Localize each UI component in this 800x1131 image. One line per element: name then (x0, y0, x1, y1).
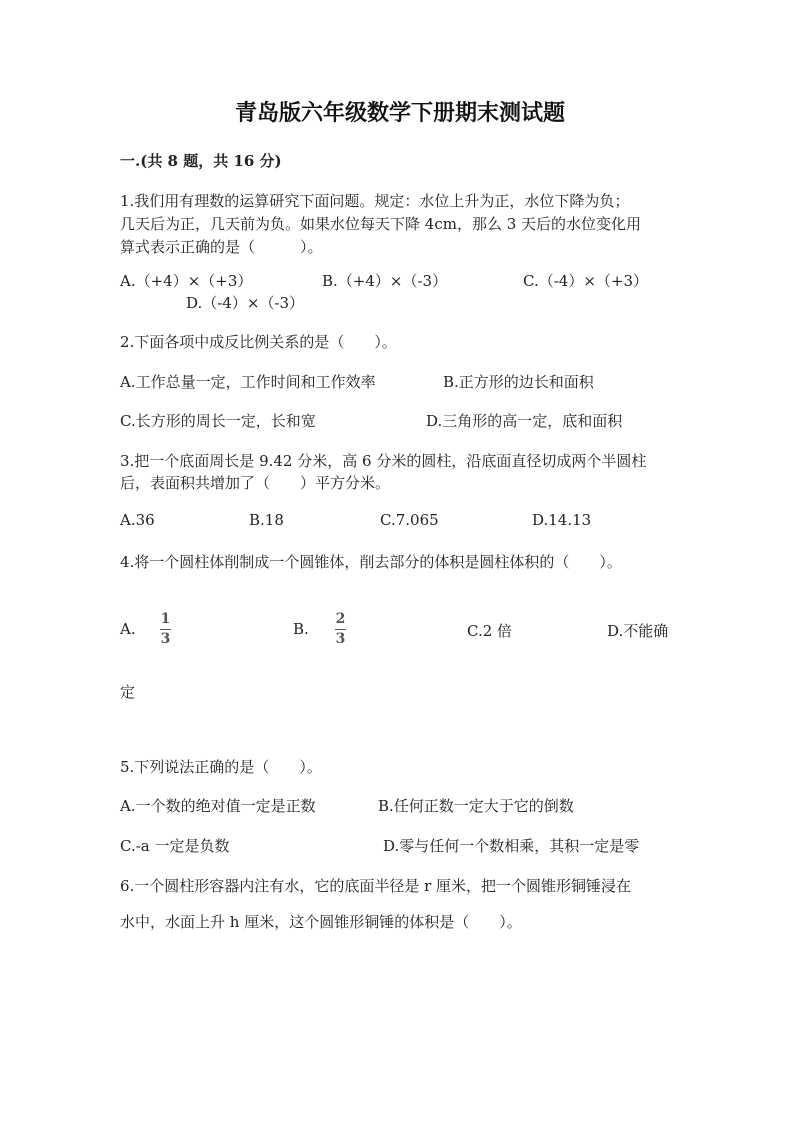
q1-stem-line2: 几天后为正，几天前为负。如果水位每天下降 4cm，那么 3 天后的水位变化用 (120, 215, 642, 233)
q2-option-d: D.三角形的高一定，底和面积 (426, 412, 623, 430)
q1-option-a: A.（+4）×（+3） (120, 272, 253, 290)
q4-option-d-continued: 定 (120, 683, 136, 701)
q3-stem-line2: 后，表面积共增加了（ ）平方分米。 (120, 474, 391, 492)
fraction-numerator: 2 (335, 611, 346, 627)
q3-option-d: D.14.13 (532, 511, 592, 529)
q1-stem-line3: 算式表示正确的是（ ）。 (120, 238, 323, 256)
q4-option-d: D.不能确 (607, 622, 669, 640)
fraction-numerator: 1 (160, 611, 171, 627)
q4-option-b-label: B. (293, 620, 309, 638)
q4-option-a-fraction (160, 612, 171, 647)
q4-stem: 4.将一个圆柱体削制成一个圆锥体，削去部分的体积是圆柱体积的（ ）。 (120, 553, 622, 571)
fraction-bar (335, 629, 346, 630)
q1-stem-line1: 1.我们用有理数的运算研究下面问题。规定：水位上升为正，水位下降为负； (120, 192, 630, 210)
q2-option-a: A.工作总量一定，工作时间和工作效率 (120, 373, 376, 391)
q3-option-a: A.36 (120, 511, 155, 529)
q4-option-b-fraction (335, 612, 346, 647)
q1-option-c: C.（-4）×（+3） (523, 272, 649, 290)
q5-stem: 5.下列说法正确的是（ ）。 (120, 758, 322, 776)
q5-option-a: A.一个数的绝对值一定是正数 (120, 797, 316, 815)
q2-stem: 2.下面各项中成反比例关系的是（ ）。 (120, 333, 397, 351)
q1-option-b: B.（+4）×（-3） (322, 272, 448, 290)
page-title: 青岛版六年级数学下册期末测试题 (234, 100, 565, 126)
fraction-denominator: 3 (335, 631, 346, 647)
q1-option-d: D.（-4）×（-3） (186, 294, 305, 312)
section-heading: 一.(共 8 题，共 16 分) (120, 152, 282, 170)
q3-stem-line1: 3.把一个底面周长是 9.42 分米，高 6 分米的圆柱，沿底面直径切成两个半圆柱 (120, 452, 647, 470)
q5-option-b: B.任何正数一定大于它的倒数 (378, 797, 574, 815)
q3-option-b: B.18 (249, 511, 284, 529)
q5-option-d: D.零与任何一个数相乘，其积一定是零 (383, 837, 640, 855)
q3-option-c: C.7.065 (380, 511, 439, 529)
q4-option-a-label: A. (120, 620, 136, 638)
q2-option-c: C.长方形的周长一定，长和宽 (120, 412, 316, 430)
q5-option-c: C.-a 一定是负数 (120, 837, 230, 855)
fraction-bar (160, 629, 171, 630)
fraction-denominator: 3 (160, 631, 171, 647)
q6-stem-line2: 水中，水面上升 h 厘米，这个圆锥形铜锤的体积是（ ）。 (120, 913, 522, 931)
q6-stem-line1: 6.一个圆柱形容器内注有水，它的底面半径是 r 厘米，把一个圆锥形铜锤浸在 (120, 877, 632, 895)
q2-option-b: B.正方形的边长和面积 (443, 373, 594, 391)
q4-option-c: C.2 倍 (467, 622, 513, 640)
